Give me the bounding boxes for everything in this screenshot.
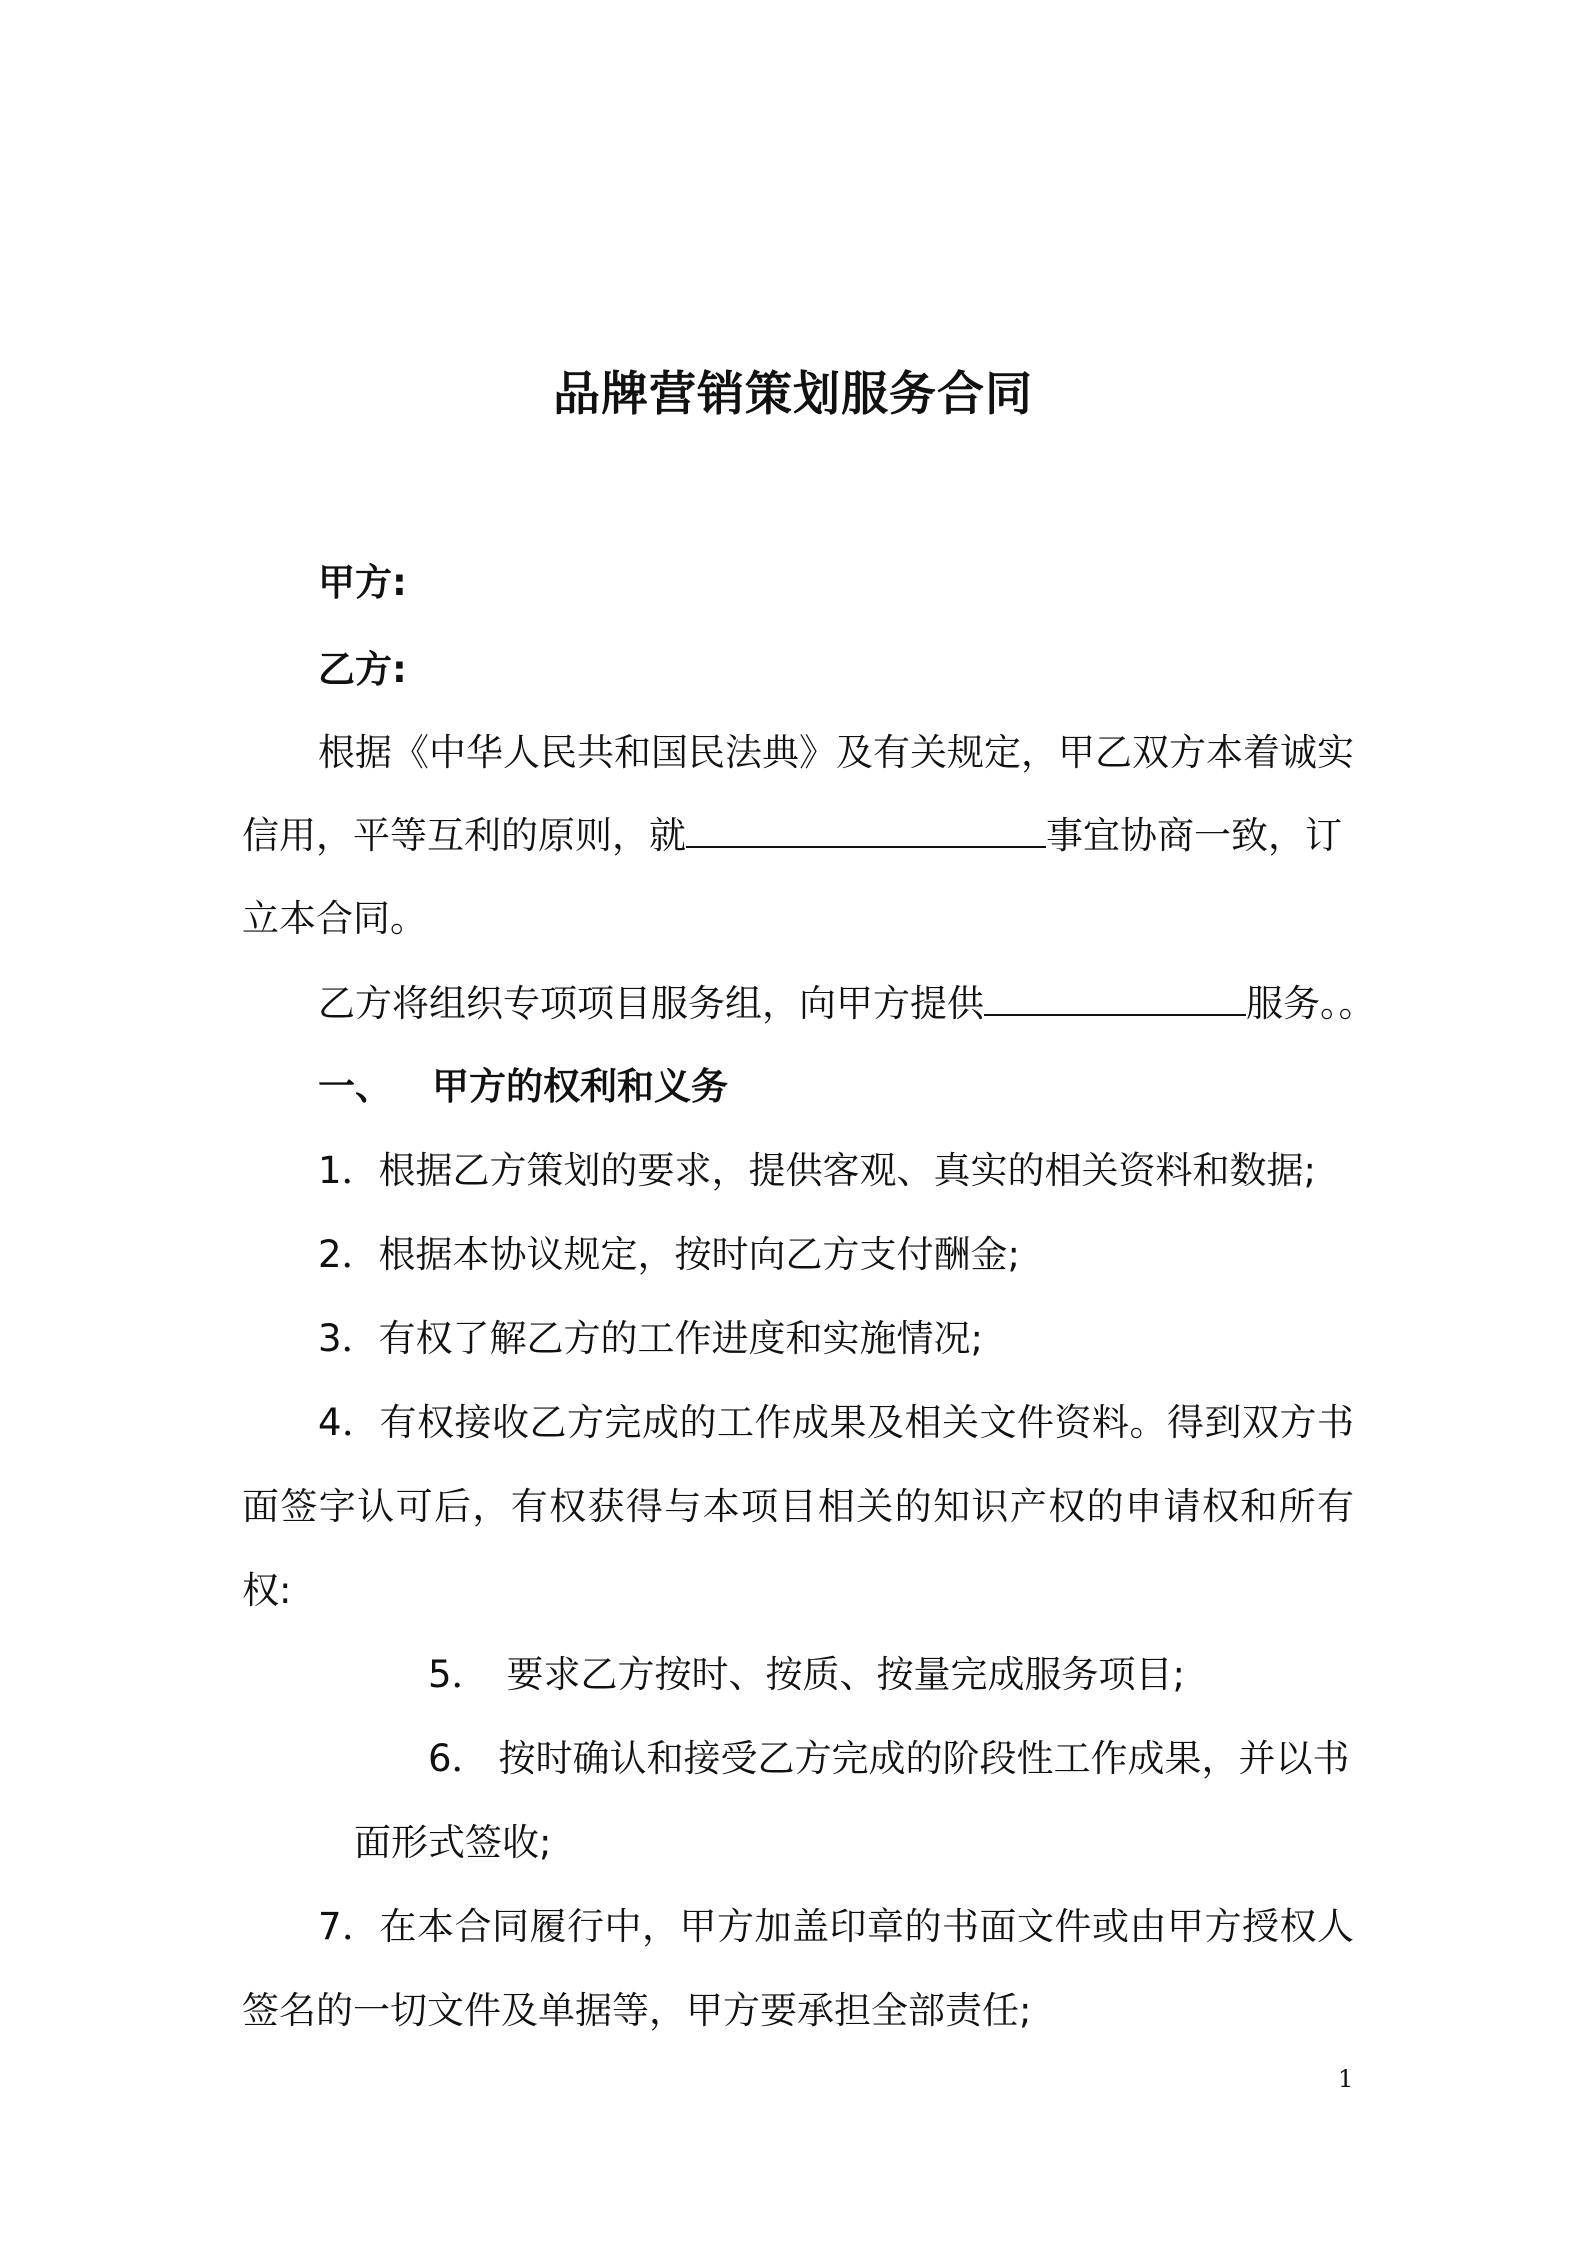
service-text-start: 乙方将组织专项项目服务组，向甲方提供	[318, 982, 984, 1025]
list-item-7-line-1: 7．在本合同履行中，甲方加盖印章的书面文件或由甲方授权人	[318, 1905, 1354, 1948]
subject-blank	[686, 800, 1046, 848]
intro-line-1: 根据《中华人民共和国民法典》及有关规定，甲乙双方本着诚实	[318, 731, 1354, 774]
section-1-heading	[318, 1052, 728, 1122]
party-b-label: 乙方:	[318, 648, 407, 691]
list-item-5-text: 要求乙方按时、按质、按量完成服务项目;	[506, 1653, 1186, 1696]
list-item-6-text: 按时确认和接受乙方完成的阶段性工作成果，并以书	[498, 1737, 1350, 1780]
contract-title: 品牌营销策划服务合同	[553, 367, 1033, 422]
section-1-title: 甲方的权利和义务	[432, 1065, 728, 1108]
intro-line-2	[242, 800, 1342, 871]
intro-line-2-end: 事宜协商一致，订	[1046, 814, 1342, 857]
list-item-4-line-3: 权:	[242, 1569, 292, 1612]
list-item-4-line-2: 面签字认可后，有权获得与本项目相关的知识产权的申请权和所有	[242, 1485, 1354, 1528]
list-item-5	[428, 1640, 1185, 1710]
list-item-7-line-2: 签名的一切文件及单据等，甲方要承担全部责任;	[242, 1989, 1032, 2032]
list-item-6-number: 6．	[428, 1737, 489, 1780]
list-item-4-line-1: 4．有权接收乙方完成的工作成果及相关文件资料。得到双方书	[318, 1401, 1354, 1444]
list-item-6-line-1	[428, 1724, 1350, 1794]
list-item-1: 1．根据乙方策划的要求，提供客观、真实的相关资料和数据;	[318, 1149, 1317, 1192]
section-1-number: 一、	[318, 1065, 392, 1108]
intro-line-2-start: 信用，平等互利的原则，就	[242, 814, 686, 857]
page-number: 1	[1338, 2065, 1354, 2093]
list-item-6-line-2: 面形式签收;	[354, 1821, 552, 1864]
list-item-2: 2．根据本协议规定，按时向乙方支付酬金;	[318, 1233, 1021, 1276]
service-text-end: 服务。。	[1246, 982, 1376, 1025]
list-item-3: 3．有权了解乙方的工作进度和实施情况;	[318, 1317, 984, 1360]
service-paragraph	[318, 968, 1376, 1039]
service-blank	[984, 968, 1246, 1016]
party-a-label: 甲方:	[318, 561, 407, 604]
intro-line-3: 立本合同。	[242, 897, 427, 940]
list-item-5-number: 5．	[428, 1653, 489, 1696]
